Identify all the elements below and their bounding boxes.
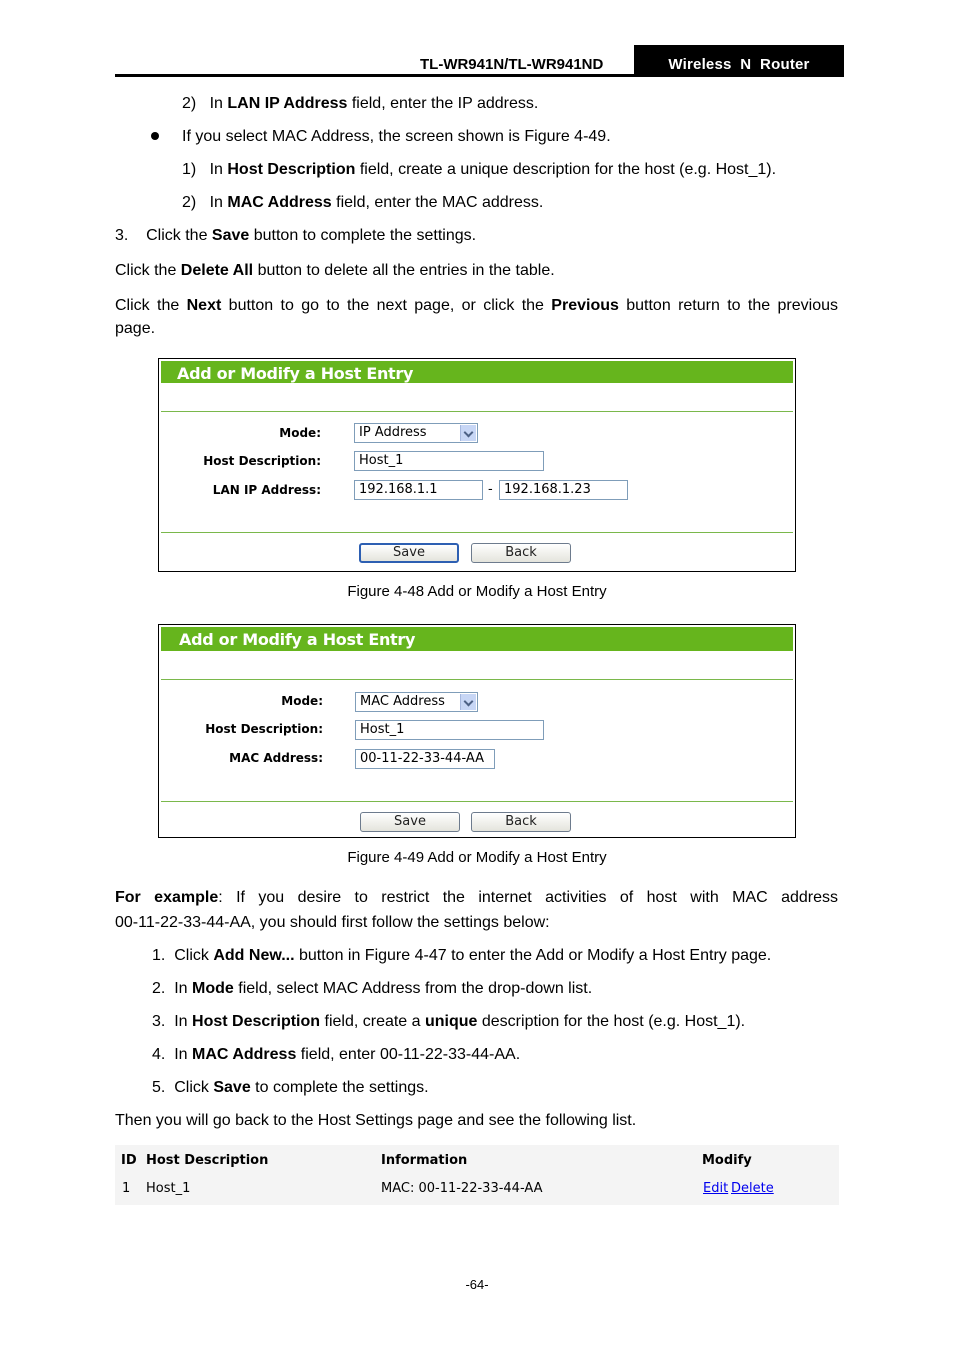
header-model: TL-WR941N/TL-WR941ND bbox=[420, 56, 604, 73]
example-step-1: 1. Click Add New... button in Figure 4-47 to enter the Add or Modify a Host Entry page. bbox=[152, 947, 772, 964]
example-intro: For example: If you desire to restrict the internet activities of host with MAC address bbox=[115, 889, 839, 906]
example-step-2: 2. In Mode field, select MAC Address from the drop-down list. bbox=[152, 980, 593, 997]
fig48-ip-start-input[interactable]: 192.168.1.1 bbox=[354, 480, 483, 500]
fig48-back-button[interactable]: Back bbox=[471, 543, 571, 563]
bullet-icon bbox=[151, 132, 159, 140]
delete-all-text: Click the Delete All button to delete all the entries in the table. bbox=[115, 262, 555, 279]
fig48-header bbox=[161, 361, 793, 383]
header-product: Wireless N Router bbox=[668, 56, 810, 73]
figure-4-48 bbox=[158, 358, 796, 572]
fig48-range-dash: - bbox=[488, 482, 493, 497]
fig48-rule-bottom bbox=[161, 532, 793, 533]
fig49-title: Add or Modify a Host Entry bbox=[179, 630, 416, 649]
page-number: -64- bbox=[465, 1277, 489, 1292]
host-table bbox=[115, 1145, 839, 1205]
host-table-header-info: Information bbox=[381, 1153, 468, 1168]
bullet-mac-text: If you select MAC Address, the screen shown is Figure 4-49. bbox=[182, 128, 611, 145]
chevron-down-icon[interactable] bbox=[460, 694, 476, 710]
fig48-desc-label: Host Description: bbox=[203, 454, 321, 468]
step-mac-address: 2) In MAC Address field, enter the MAC address. bbox=[182, 194, 544, 211]
fig48-ip-label: LAN IP Address: bbox=[212, 483, 321, 497]
host-row-id: 1 bbox=[122, 1181, 131, 1196]
fig49-mode-select[interactable]: MAC Address bbox=[355, 692, 478, 712]
fig48-mode-label: Mode: bbox=[279, 426, 321, 440]
fig49-header bbox=[161, 627, 793, 651]
fig49-mac-label: MAC Address: bbox=[229, 751, 323, 765]
fig49-rule-bottom bbox=[161, 801, 793, 802]
host-row-info: MAC: 00-11-22-33-44-AA bbox=[381, 1181, 543, 1196]
fig49-mac-input[interactable]: 00-11-22-33-44-AA bbox=[355, 749, 495, 769]
chevron-down-icon[interactable] bbox=[460, 425, 476, 441]
fig48-title: Add or Modify a Host Entry bbox=[177, 364, 414, 383]
fig49-mode-label: Mode: bbox=[281, 694, 323, 708]
host-row-edit-link[interactable]: Edit bbox=[703, 1181, 729, 1196]
next-previous-text-cont: page. bbox=[115, 320, 156, 337]
fig48-caption: Figure 4-48 Add or Modify a Host Entry bbox=[347, 583, 607, 600]
fig49-caption: Figure 4-49 Add or Modify a Host Entry bbox=[347, 849, 607, 866]
example-step-4: 4. In MAC Address field, enter 00-11-22-33-44-AA. bbox=[152, 1046, 521, 1063]
host-row-delete-link[interactable]: Delete bbox=[731, 1181, 774, 1196]
fig48-save-button[interactable]: Save bbox=[359, 543, 459, 563]
host-row-desc: Host_1 bbox=[146, 1181, 191, 1196]
header-rule bbox=[115, 74, 844, 77]
example-intro-cont: 00-11-22-33-44-AA, you should first follow the settings below: bbox=[115, 914, 550, 931]
fig48-desc-input[interactable]: Host_1 bbox=[354, 451, 544, 471]
then-text: Then you will go back to the Host Settings page and see the following list. bbox=[115, 1112, 637, 1129]
fig49-desc-input[interactable]: Host_1 bbox=[355, 720, 544, 740]
example-step-3: 3. In Host Description field, create a unique description for the host (e.g. Host_1). bbox=[152, 1013, 746, 1030]
fig49-back-button[interactable]: Back bbox=[471, 812, 571, 832]
host-table-header-id: ID bbox=[121, 1153, 137, 1168]
step-host-desc: 1) In Host Description field, create a unique description for the host (e.g. Host_1). bbox=[182, 161, 777, 178]
fig49-save-button[interactable]: Save bbox=[360, 812, 460, 832]
fig49-desc-label: Host Description: bbox=[205, 722, 323, 736]
fig48-ip-end-input[interactable]: 192.168.1.23 bbox=[499, 480, 628, 500]
step-lan-ip: 2) In LAN IP Address field, enter the IP address. bbox=[182, 95, 539, 112]
fig48-mode-select[interactable]: IP Address bbox=[354, 423, 478, 443]
figure-4-49 bbox=[158, 624, 796, 838]
example-step-5: 5. Click Save to complete the settings. bbox=[152, 1079, 429, 1096]
host-table-header-desc: Host Description bbox=[146, 1153, 269, 1168]
host-table-header-modify: Modify bbox=[702, 1153, 752, 1168]
fig49-rule-top bbox=[161, 679, 793, 680]
fig48-rule-top bbox=[161, 411, 793, 412]
next-previous-text: Click the Next button to go to the next page, or click the Previous button return to the previous bbox=[115, 297, 839, 314]
step-save: 3. Click the Save button to complete the settings. bbox=[115, 227, 477, 244]
